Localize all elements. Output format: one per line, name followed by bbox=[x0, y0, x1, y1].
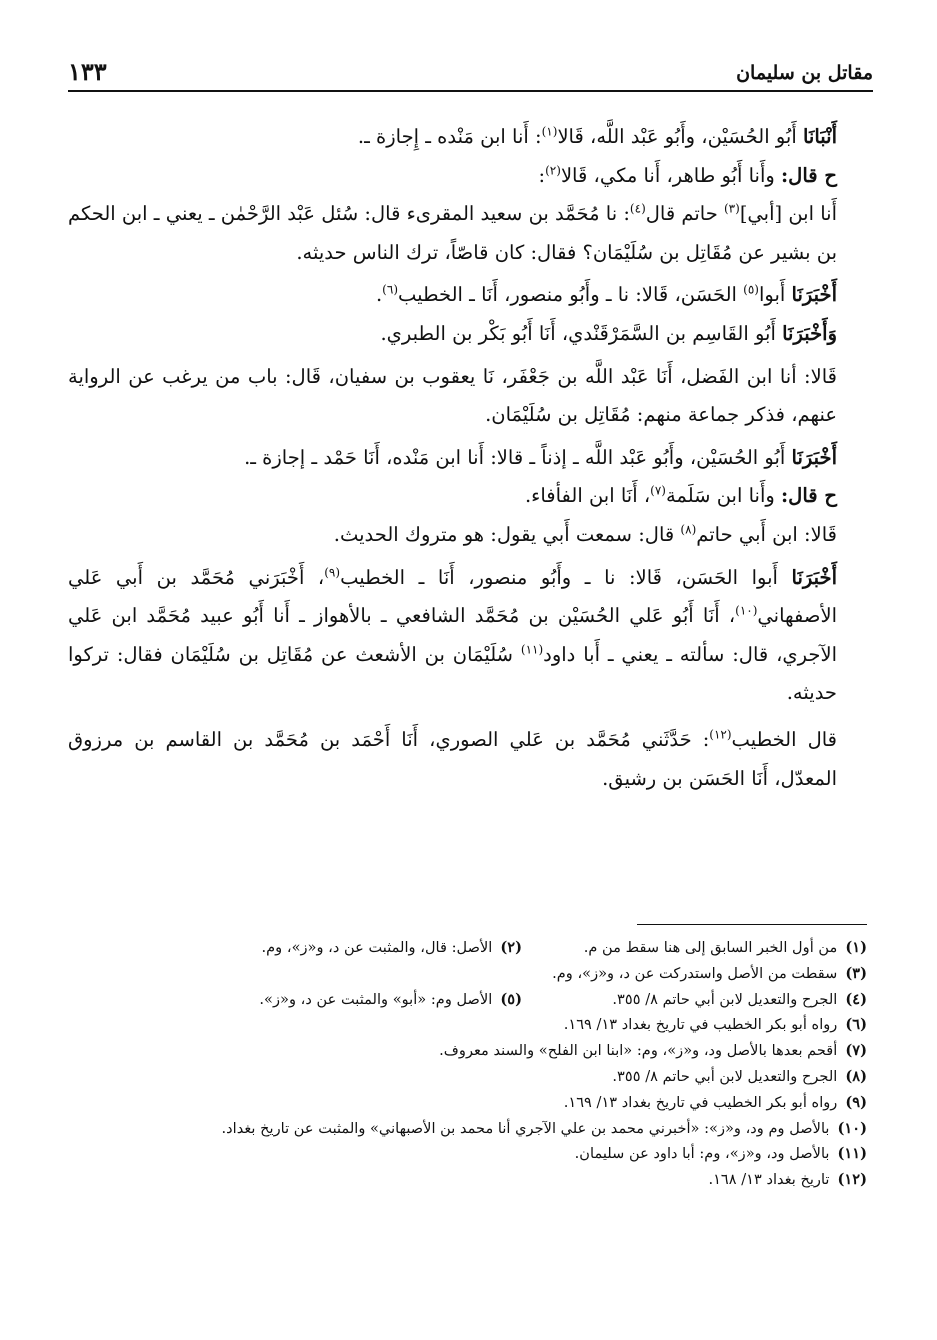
footnote-ref: (٧) bbox=[650, 483, 666, 498]
footnote-4 bbox=[522, 987, 867, 1013]
transmission-keyword: أَخْبَرَنَا bbox=[791, 283, 837, 307]
footnote-ref: (٢) bbox=[545, 163, 561, 178]
text-run: وأَنا أَبُو طاهر، أَنا مكي، قَالا bbox=[560, 163, 781, 187]
footnote-number: (٩) bbox=[845, 1093, 867, 1111]
running-title: مقاتل بن سليمان bbox=[736, 62, 873, 84]
footnote-6 bbox=[110, 1012, 867, 1038]
footnote-number: (١٢) bbox=[837, 1171, 867, 1189]
footnote-row bbox=[110, 987, 867, 1013]
text-run: قَالا: أنا ابن الفَضل، أَنَا عَبْد اللَّه بن جَعْفَر، نَا يعقوب بن سفيان، قَال: باب من يرغب عن الرواية عنهم، فذكر جماعة منهم: مُقَاتِل بن سُلَيْمَان. bbox=[68, 364, 837, 427]
footnote-ref: (٨) bbox=[680, 522, 697, 537]
text-run: أَبوا الحَسَن، قَالا: نا ـ وأَبُو منصور، أَنَا ـ الخطيب bbox=[340, 565, 792, 589]
footnote-number: (٣) bbox=[845, 964, 867, 982]
transmission-keyword: أَخْبَرَنَا bbox=[791, 445, 837, 469]
footnote-text: الأصل: قال، والمثبت عن د، و«ز»، وم. bbox=[261, 939, 493, 956]
footnote-ref: (٣) bbox=[723, 201, 740, 216]
footnote-number: (٥) bbox=[500, 990, 522, 1008]
footnote-12 bbox=[110, 1167, 867, 1193]
text-run: قال الخطيب bbox=[731, 727, 837, 751]
paragraph-9 bbox=[68, 516, 867, 555]
footnote-text: رواه أبو بكر الخطيب في تاريخ بغداد ١٣/ ١٦٩. bbox=[563, 1016, 838, 1034]
footnote-text: رواه أبو بكر الخطيب في تاريخ بغداد ١٣/ ١٦٩. bbox=[563, 1093, 838, 1111]
footnote-10 bbox=[110, 1116, 867, 1142]
footnote-text: بالأصل ود، و«ز»، وم: أبا داود عن سليمان. bbox=[574, 1145, 830, 1163]
page-number: ١٣٣ bbox=[68, 57, 107, 86]
footnote-number: (٦) bbox=[845, 1016, 867, 1034]
footnote-number: (٢) bbox=[500, 939, 522, 956]
footnote-3 bbox=[110, 961, 867, 987]
text-run: أَنا ابن [أبي] bbox=[739, 202, 837, 226]
text-run: قَالا: ابن أَبي حاتم bbox=[696, 522, 837, 546]
footnote-number: (٨) bbox=[845, 1067, 867, 1085]
footnote-text: أقحم بعدها بالأصل ود، و«ز»، وم: «ابنا ابن الفلح» والسند معروف. bbox=[439, 1042, 838, 1060]
footnote-8 bbox=[110, 1064, 867, 1090]
footnote-number: (٧) bbox=[845, 1042, 867, 1060]
text-run: أَبُو الحُسَيْن، وأَبُو عَبْد اللَّه، قَالا bbox=[557, 125, 803, 148]
paragraph-3 bbox=[68, 195, 867, 272]
footnote-ref: (١٠) bbox=[735, 603, 758, 618]
paragraph-11 bbox=[68, 721, 867, 798]
text-run: قال: سمعت أَبي يقول: هو متروك الحديث. bbox=[333, 522, 681, 546]
paragraph-8 bbox=[68, 477, 867, 516]
transmission-keyword: ح قال: bbox=[780, 163, 837, 187]
text-run: : bbox=[538, 163, 546, 187]
transmission-keyword: وَأَخْبَرَنَا bbox=[782, 321, 837, 345]
footnote-text: سقطت من الأصل واستدركت عن د، و«ز»، وم. bbox=[552, 964, 838, 982]
footnote-text: تاريخ بغداد ١٣/ ١٦٨. bbox=[708, 1171, 830, 1189]
text-run: وأَنا ابن سَلَمة bbox=[665, 484, 781, 508]
page-header bbox=[68, 56, 873, 92]
footnotes bbox=[110, 935, 867, 1193]
text-run: ، أَنَا أَبُو عَلي الحُسَيْن بن مُحَمَّد الشافعي ـ بالأهواز ـ أَنا أَبُو عبيد مُحَمَّد ابن عَلي الآجري، قال: سألته ـ يعني ـ أَبا داود bbox=[68, 604, 837, 666]
footnote-number: (١١) bbox=[837, 1145, 867, 1163]
transmission-keyword: ح قال: bbox=[780, 484, 837, 508]
text-run: : نا مُحَمَّد بن سعيد المقرىء قال: سُئل عَبْد الرَّحْمٰن ـ يعني ـ ابن الحكم بن بشير عن مُقَاتِل بن سُلَيْمَان؟ فقال: كان قاصّاً، ترك الناس حديثه. bbox=[68, 202, 837, 264]
footnote-number: (٤) bbox=[845, 990, 867, 1008]
transmission-keyword: أَنْبَانَا bbox=[802, 125, 837, 148]
footnote-text: الجرح والتعديل لابن أبي حاتم ٨/ ٣٥٥. bbox=[612, 1067, 838, 1085]
footnote-number: (١) bbox=[845, 939, 867, 956]
paragraph-2 bbox=[68, 157, 867, 196]
text-run: الحَسَن، قَالا: نا ـ وأَبُو منصور، أَنَا ـ الخطيب bbox=[398, 283, 744, 307]
footnote-ref: (٦) bbox=[382, 282, 398, 297]
paragraph-4 bbox=[68, 276, 867, 315]
text-run: : حَدَّثَني مُحَمَّد بن عَلي الصوري، أَنَا أَحْمَد بن مُحَمَّد بن القاسم بن مرزوق المعدّل، أَنَا الحَسَن بن رشيق. bbox=[68, 727, 837, 790]
text-run: حاتم قال bbox=[645, 202, 724, 226]
paragraph-5 bbox=[68, 315, 867, 354]
footnote-ref: (٥) bbox=[743, 282, 759, 297]
text-run: أَبُو القَاسِم بن السَّمَرْقَنْدي، أَنَا أَبُو بَكْر بن الطبري. bbox=[380, 321, 783, 345]
footnote-5 bbox=[259, 987, 522, 1013]
footnote-ref: (١٢) bbox=[709, 727, 732, 742]
main-text bbox=[68, 118, 867, 798]
footnote-1 bbox=[522, 935, 867, 961]
text-run: سُلَيْمَان بن الأشعث عن مُقَاتِل بن سُلَيْمَان فقال: تركوا حديثه. bbox=[68, 642, 837, 705]
paragraph-6 bbox=[68, 358, 867, 435]
footnote-ref: (١) bbox=[541, 124, 558, 139]
footnote-ref: (٤) bbox=[629, 201, 646, 216]
footnote-11 bbox=[110, 1141, 867, 1167]
text-run: ، أَنَا ابن الفأفاء. bbox=[524, 484, 651, 508]
footnote-7 bbox=[110, 1038, 867, 1064]
transmission-keyword: أَخْبَرَنَا bbox=[791, 565, 837, 589]
footnote-number: (١٠) bbox=[837, 1119, 867, 1137]
footnote-text: من أول الخبر السابق إلى هنا سقط من م. bbox=[583, 939, 838, 956]
text-run: أَبُو الحُسَيْن، وأَبُو عَبْد اللَّه ـ إذناً ـ قالا: أَنا ابن مَنْده، أَنَا حَمْد ـ إجازة ـ. bbox=[244, 445, 792, 469]
footnote-9 bbox=[110, 1090, 867, 1116]
footnote-row bbox=[110, 935, 867, 961]
footnote-separator bbox=[637, 924, 867, 925]
text-run: أَبوا bbox=[758, 283, 792, 307]
text-run: : أَنا ابن مَنْده ـ إِجازة ـ. bbox=[357, 125, 542, 148]
footnote-text: الأصل وم: «أبو» والمثبت عن د، و«ز». bbox=[259, 990, 493, 1008]
footnote-text: الجرح والتعديل لابن أبي حاتم ٨/ ٣٥٥. bbox=[612, 990, 838, 1008]
text-run: . bbox=[375, 283, 383, 307]
paragraph-10 bbox=[68, 559, 867, 713]
footnote-ref: (٩) bbox=[324, 565, 341, 580]
footnote-2 bbox=[262, 935, 523, 961]
footnote-text: بالأصل وم ود، و«ز»: «أخبرني محمد بن علي الآجري أنا محمد بن الأصبهاني» والمثبت عن تاريخ بغداد. bbox=[221, 1119, 830, 1137]
footnote-ref: (١١) bbox=[520, 642, 544, 657]
text-run: ، أَخْبَرَني مُحَمَّد بن أَبي عَلي الأصفهاني bbox=[68, 565, 837, 628]
paragraph-7 bbox=[68, 439, 867, 478]
paragraph-1 bbox=[68, 118, 867, 157]
